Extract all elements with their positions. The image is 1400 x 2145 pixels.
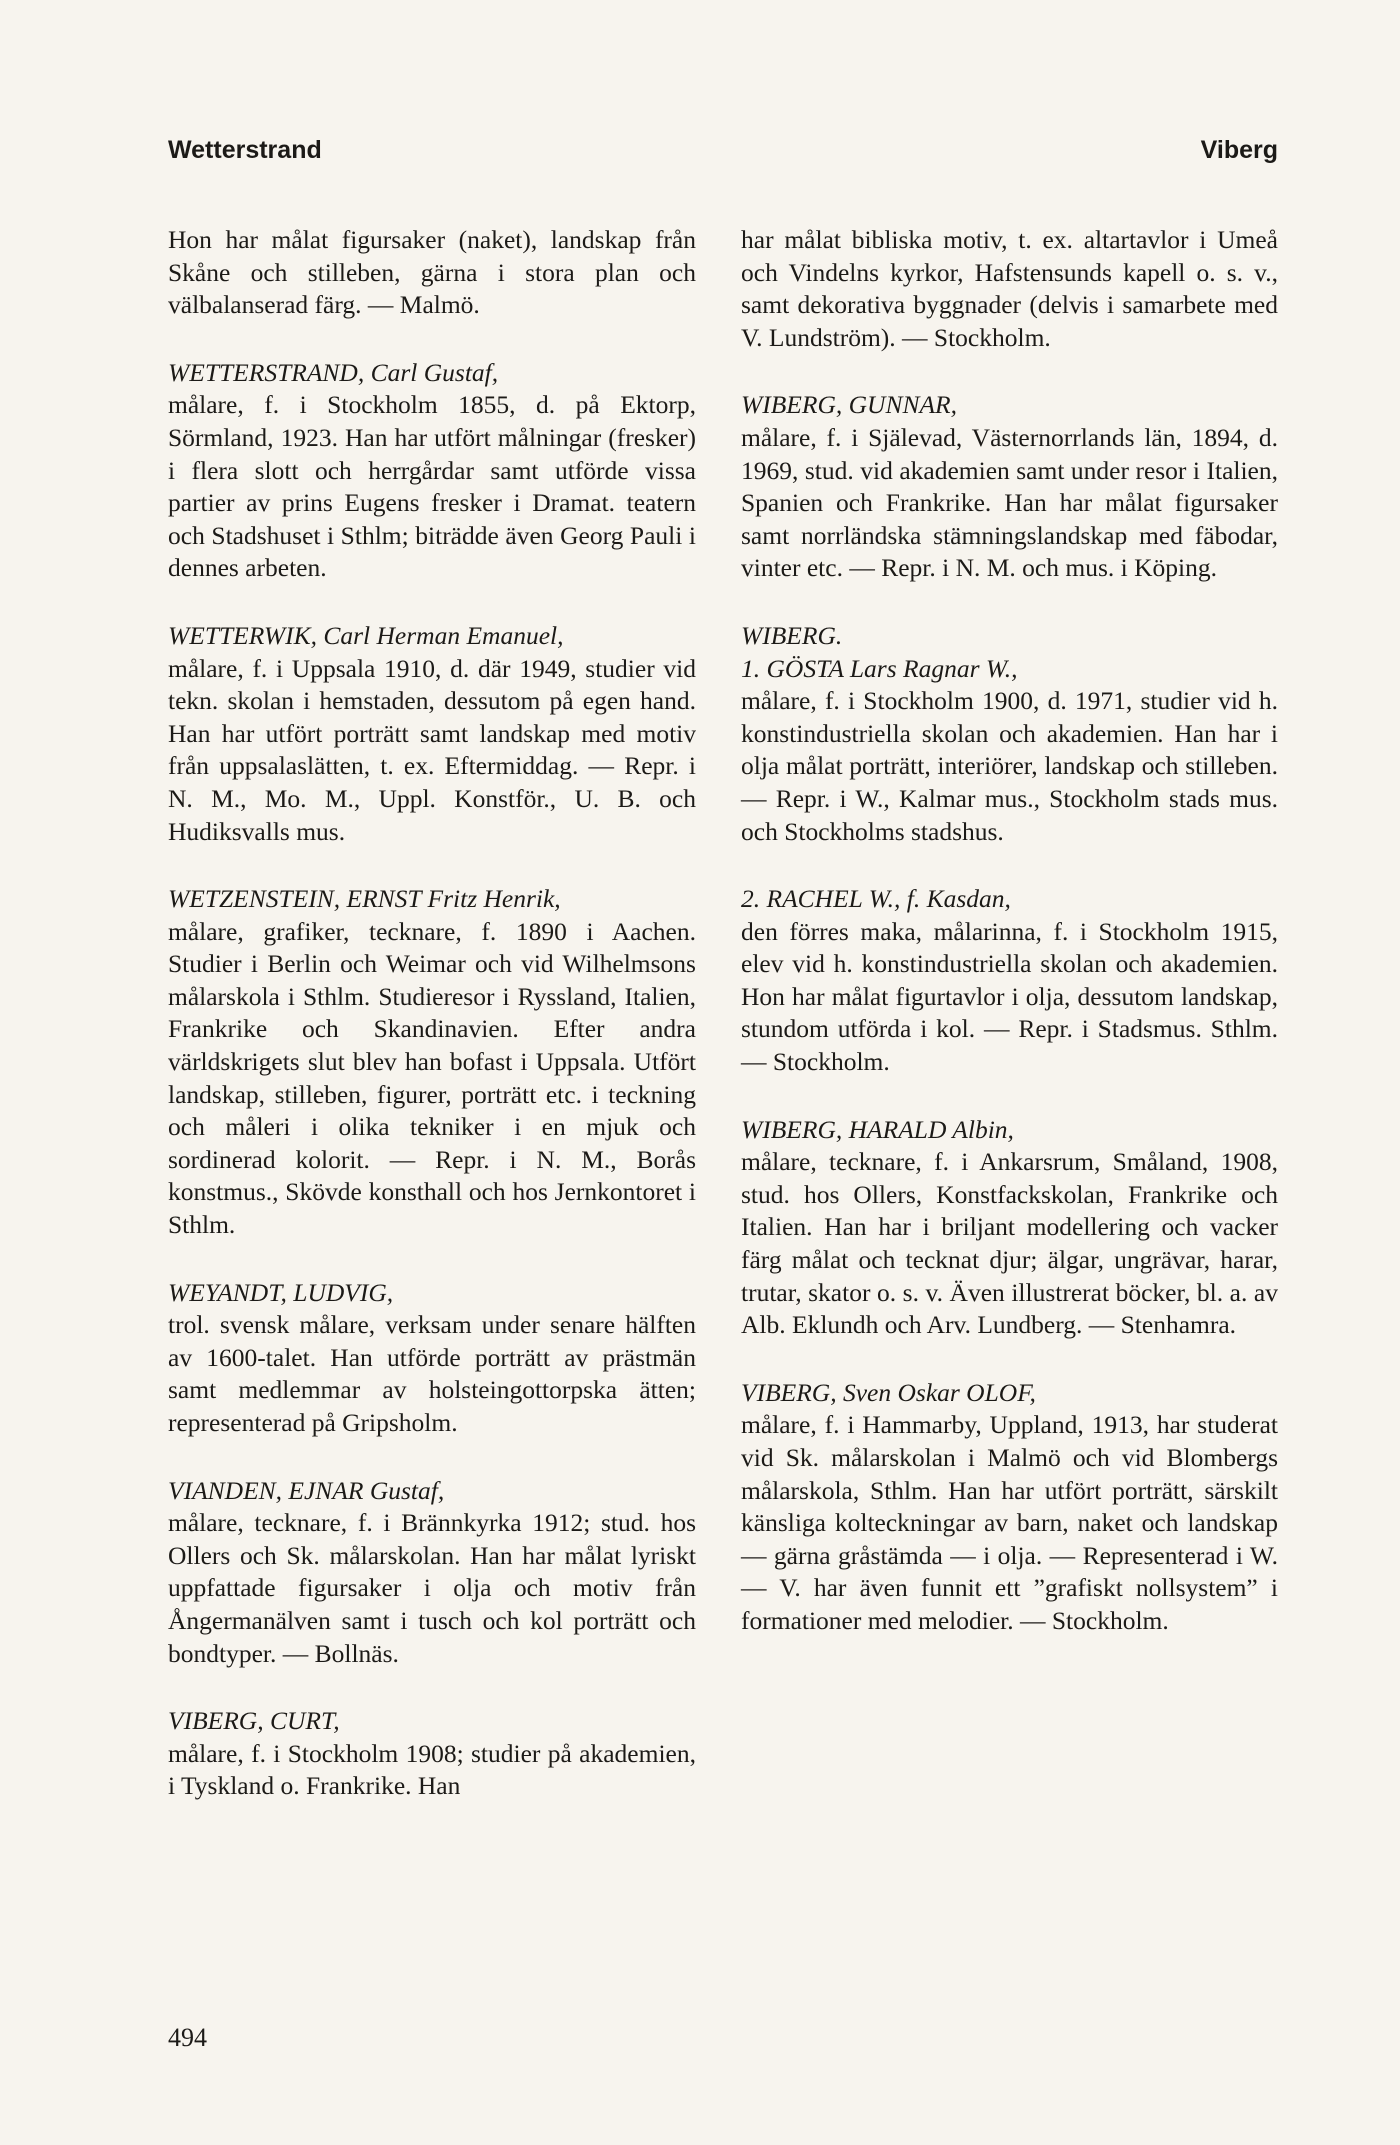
entry-text: målare, f. i Hammarby, Uppland, 1913, har studerat vid Sk. målarskolan i Malmö och vid Blombergs målarskola, Sthlm. Han har utfört porträtt, särskilt känsliga kolteckningar av barn, naket och landskap — gärna gråstämda — i olja. — Representerad i W. — V. har även funnit ett ”grafiskt nollsystem” i formationer med melodier. — Stockholm. — [741, 1410, 1278, 1635]
entry — [168, 224, 696, 322]
entry-text: målare, tecknare, f. i Brännkyrka 1912; stud. hos Ollers och Sk. målarskolan. Han har målat lyriskt uppfattade figursaker i olja och motiv från Ångermanälven samt i tusch och kol porträtt och bondtyper. — Bollnäs. — [168, 1508, 696, 1668]
entry-text: den förres maka, målarinna, f. i Stockholm 1915, elev vid h. konstindustriella skolan och akademien. Hon har målat figurtavlor i olja, dessutom landskap, stundom utförda i kol. — Repr. i Stadsmus. Sthlm. — Stockholm. — [741, 916, 1278, 1077]
entry — [741, 224, 1278, 354]
entry-name: WEYANDT, LUDVIG, — [168, 1277, 394, 1307]
entry-name: WIBERG, GUNNAR, — [741, 390, 958, 420]
entry-name: WETTERWIK, Carl Herman Emanuel, — [168, 620, 564, 650]
entry-name: WIBERG, HARALD Albin, — [741, 1114, 1014, 1144]
entry — [168, 1277, 696, 1440]
entry — [168, 1475, 696, 1671]
entry — [168, 883, 696, 1242]
left-column — [168, 224, 696, 1838]
entry — [741, 1377, 1278, 1638]
entry — [741, 883, 1278, 1079]
entry-text: Hon har målat figursaker (naket), landskap från Skåne och stilleben, gärna i stora plan och välbalanserad färg. — Malmö. — [168, 225, 696, 320]
entry-name: 2. RACHEL W., f. Kasdan, — [741, 884, 1011, 914]
entry — [741, 389, 1278, 585]
entry-name: VIANDEN, EJNAR Gustaf, — [168, 1475, 445, 1505]
entry-text: trol. svensk målare, verksam under senare hälften av 1600-talet. Han utförde porträtt av prästmän samt medlemmar av holsteingottorpska ätten; representerad på Gripsholm. — [168, 1310, 696, 1437]
entry — [168, 1705, 696, 1803]
entry — [741, 653, 1278, 849]
entry — [168, 620, 696, 848]
entry-name: WETZENSTEIN, ERNST Fritz Henrik, — [168, 884, 561, 914]
entry-text: målare, grafiker, tecknare, f. 1890 i Aachen. Studier i Berlin och Weimar och vid Wilhelmsons målarskola i Sthlm. Studieresor i Ryssland, Italien, Frankrike och Skandinavien. Efter andra världskrigets slut blev han bofast i Uppsala. Utfört landskap, stilleben, figurer, porträtt etc. i teckning och måleri i olika tekniker i en mjuk och sordinerad kolorit. — Repr. i N. M., Borås konstmus., Skövde konsthall och hos Jernkontoret i Sthlm. — [168, 916, 696, 1240]
entry-name: WETTERSTRAND, Carl Gustaf, — [168, 357, 499, 387]
page-number: 494 — [168, 2023, 207, 2052]
entry-name: WIBERG. — [741, 620, 843, 650]
entry-text: målare, f. i Uppsala 1910, d. där 1949, studier vid tekn. skolan i hemstaden, dessutom på egen hand. Han har utfört porträtt samt landskap med motiv från uppsalaslätten, t. ex. Eftermiddag. — Repr. i N. M., Mo. M., Uppl. Konstför., U. B. och Hudiksvalls mus. — [168, 653, 696, 846]
entry — [741, 620, 1278, 653]
entry-text: målare, tecknare, f. i Ankarsrum, Småland, 1908, stud. hos Ollers, Konstfackskolan, Frankrike och Italien. Han har i briljant modellering och vacker färg målat och tecknat djur; älgar, ungrävar, harar, trutar, skator o. s. v. Även illustrerat böcker, bl. a. av Alb. Eklundh och Arv. Lundberg. — Stenhamra. — [741, 1147, 1278, 1340]
entry-name: VIBERG, Sven Oskar OLOF, — [741, 1377, 1036, 1407]
entry-text: målare, f. i Själevad, Västernorrlands län, 1894, d. 1969, stud. vid akademien samt under resor i Italien, Spanien och Frankrike. Han har målat figursaker samt norrländska stämningslandskap med fäbodar, vinter etc. — Repr. i N. M. och mus. i Köping. — [741, 422, 1278, 583]
entry-name: VIBERG, CURT, — [168, 1706, 340, 1736]
header-left: Wetterstrand — [168, 136, 322, 164]
entry-text: har målat bibliska motiv, t. ex. altartavlor i Umeå och Vindelns kyrkor, Hafstensunds kapell o. s. v., samt dekorativa byggnader (delvis i samarbete med V. Lundström). — Stockholm. — [741, 225, 1278, 352]
entry-text: målare, f. i Stockholm 1900, d. 1971, studier vid h. konstindustriella skolan och akademien. Han har i olja målat porträtt, interiörer, landskap och stilleben. — Repr. i W., Kalmar mus., Stockholm stads mus. och Stockholms stadshus. — [741, 686, 1278, 846]
right-column — [741, 224, 1278, 1673]
entry-text: målare, f. i Stockholm 1908; studier på akademien, i Tyskland o. Frankrike. Han — [168, 1738, 696, 1801]
entry — [741, 1114, 1278, 1342]
header-right: Viberg — [1200, 136, 1278, 164]
entry-name: 1. GÖSTA Lars Ragnar W., — [741, 653, 1018, 683]
entry — [168, 357, 696, 585]
running-header — [168, 136, 1278, 176]
entry-text: målare, f. i Stockholm 1855, d. på Ektorp, Sörmland, 1923. Han har utfört målningar (fresker) i flera slott och herrgårdar samt utförde vissa partier av prins Eugens fresker i Dramat. teatern och Stadshuset i Sthlm; biträdde även Georg Pauli i dennes arbeten. — [168, 390, 696, 583]
